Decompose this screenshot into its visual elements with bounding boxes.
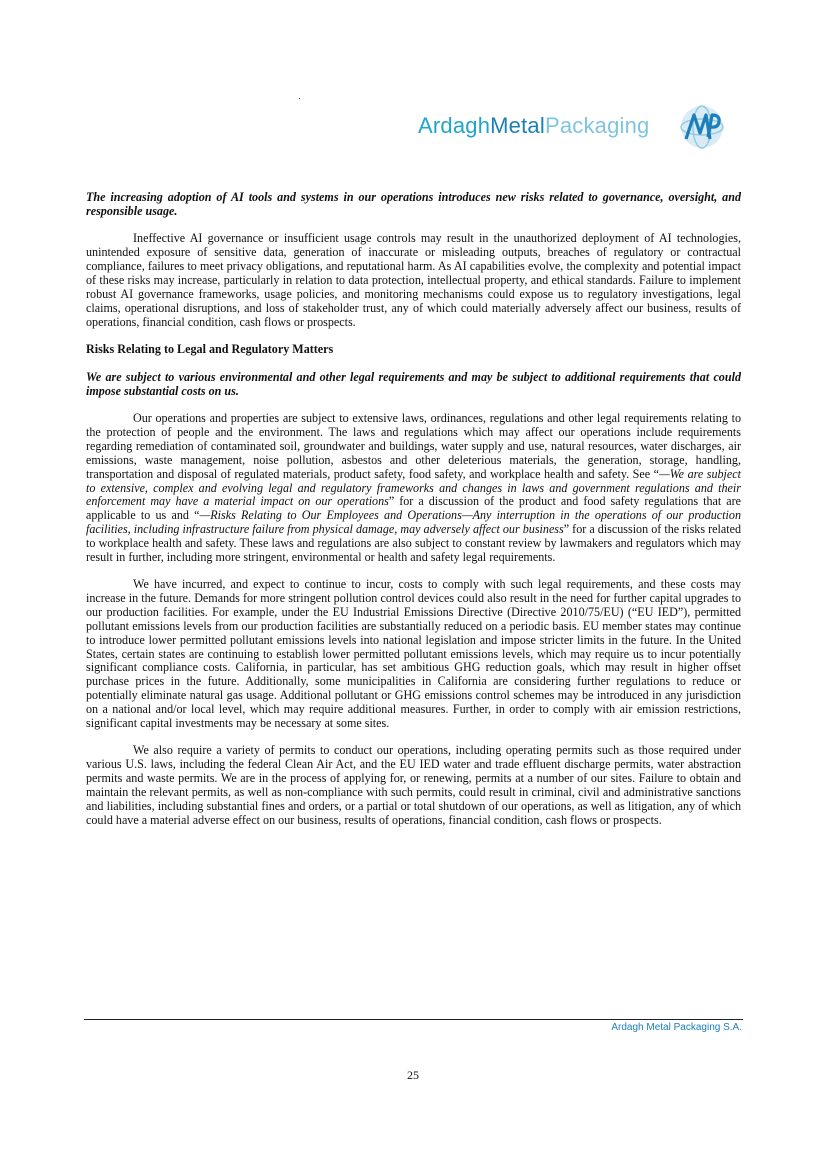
logo-wordmark: [418, 113, 650, 139]
stray-dot: [299, 98, 300, 99]
footer-divider: [84, 1019, 743, 1020]
env-p1-crossref-2: —Risks Relating to Our Employees and Operations—Any interruption in the operations of our production facilities, including infrastructure failure from physical damage, may adversely affect our business: [86, 508, 741, 537]
amp-globe-icon: [678, 103, 726, 151]
env-p1-text-e: ” for a discussion of the risks related to workplace health and safety. These laws and regulations are also subject to constant review by lawmakers and regulators which may result in further, including more stringent, environmental or health and safety legal requirements.: [86, 522, 741, 564]
footer-company-name: Ardagh Metal Packaging S.A.: [611, 1022, 742, 1033]
env-p1-text-c: ” for a discussion of the product and food safety regulations that are applicable to us and “: [86, 494, 741, 523]
logo-word-metal: Metal: [490, 113, 545, 138]
ai-risk-paragraph: Ineffective AI governance or insufficient usage controls may result in the unauthorized deployment of AI technologies, unintended exposure of sensitive data, generation of inaccurate or misleading outputs, breaches of regulatory or contractual compliance, failures to meet privacy obligations, and reputational harm. As AI capabilities evolve, the complexity and potential impact of these risks may increase, particularly in relation to data protection, intellectual property, and ethical standards. Failure to implement robust AI governance frameworks, usage policies, and monitoring mechanisms could expose us to regulatory investigations, legal claims, operational disruptions, and loss of stakeholder trust, any of which could materially adversely affect our business, results of operations, financial condition, cash flows or prospects.: [86, 231, 741, 329]
env-p1-crossref-1: —We are subject to extensive, complex and evolving legal and regulatory frameworks and changes in laws and government regulations and their enforcement may have a material impact on our operations: [86, 466, 742, 509]
company-logo: [418, 103, 726, 153]
environmental-paragraph-3: We also require a variety of permits to conduct our operations, including operating permits such as those required under various U.S. laws, including the federal Clean Air Act, and the EU IED water and trade effluent discharge permits, water abstraction permits and waste permits. We are in the process of applying for, or renewing, permits at a number of our sites. Failure to obtain and maintain the relevant permits, as well as non-compliance with such permits, could result in criminal, civil and administrative sanctions and liabilities, including substantial fines and orders, or a partial or total shutdown of our operations, as well as litigation, any of which could have a material adverse effect on our business, results of operations, financial condition, cash flows or prospects.: [86, 743, 741, 827]
page-content: [86, 191, 741, 828]
environmental-risk-heading: We are subject to various environmental and other legal requirements and may be subject to additional requirements that could impose substantial costs on us.: [86, 369, 741, 398]
environmental-paragraph-1: [86, 412, 741, 564]
page-number: 25: [407, 1068, 419, 1082]
section-heading-legal: Risks Relating to Legal and Regulatory Matters: [86, 342, 334, 357]
logo-word-packaging: Packaging: [544, 113, 650, 138]
ai-risk-heading: The increasing adoption of AI tools and systems in our operations introduces new risks related to governance, oversight, and responsible usage.: [86, 190, 741, 218]
logo-word-ardagh: Ardagh: [418, 113, 491, 138]
environmental-paragraph-2: We have incurred, and expect to continue to incur, costs to comply with such legal requirements, and these costs may increase in the future. Demands for more stringent pollution control devices could also result in the need for further capital upgrades to our production facilities. For example, under the EU Industrial Emissions Directive (Directive 2010/75/EU) (“EU IED”), permitted pollutant emissions levels from our production facilities are substantially reduced on a periodic basis. EU member states may continue to introduce lower permitted pollutant emissions levels into national legislation and impose stricter limits in the future. In the United States, certain states are continuing to establish lower permitted pollutant emissions levels, which may require us to incur potentially significant compliance costs. California, in particular, has set ambitious GHG reduction goals, which may result in higher offset purchase prices in the future. Additionally, some municipalities in California are considering further regulations to reduce or potentially eliminate natural gas usage. Additional pollutant or GHG emissions control schemes may be introduced in any jurisdiction on a national and/or local level, which may require additional measures. Further, in order to comply with air emission restrictions, significant capital investments may be necessary at some sites.: [86, 577, 741, 730]
env-p1-text-a: Our operations and properties are subject to extensive laws, ordinances, regulations and other legal requirements relating to the protection of people and the environment. The laws and regulations which may affect our operations include requirements regarding remediation of contaminated soil, groundwater and buildings, water supply and use, natural resources, water discharges, air emissions, waste management, noise pollution, asbestos and other deleterious materials, the generation, storage, handling, transportation and disposal of regulated materials, product safety, food safety, and workplace health and safety. See “: [86, 411, 741, 481]
